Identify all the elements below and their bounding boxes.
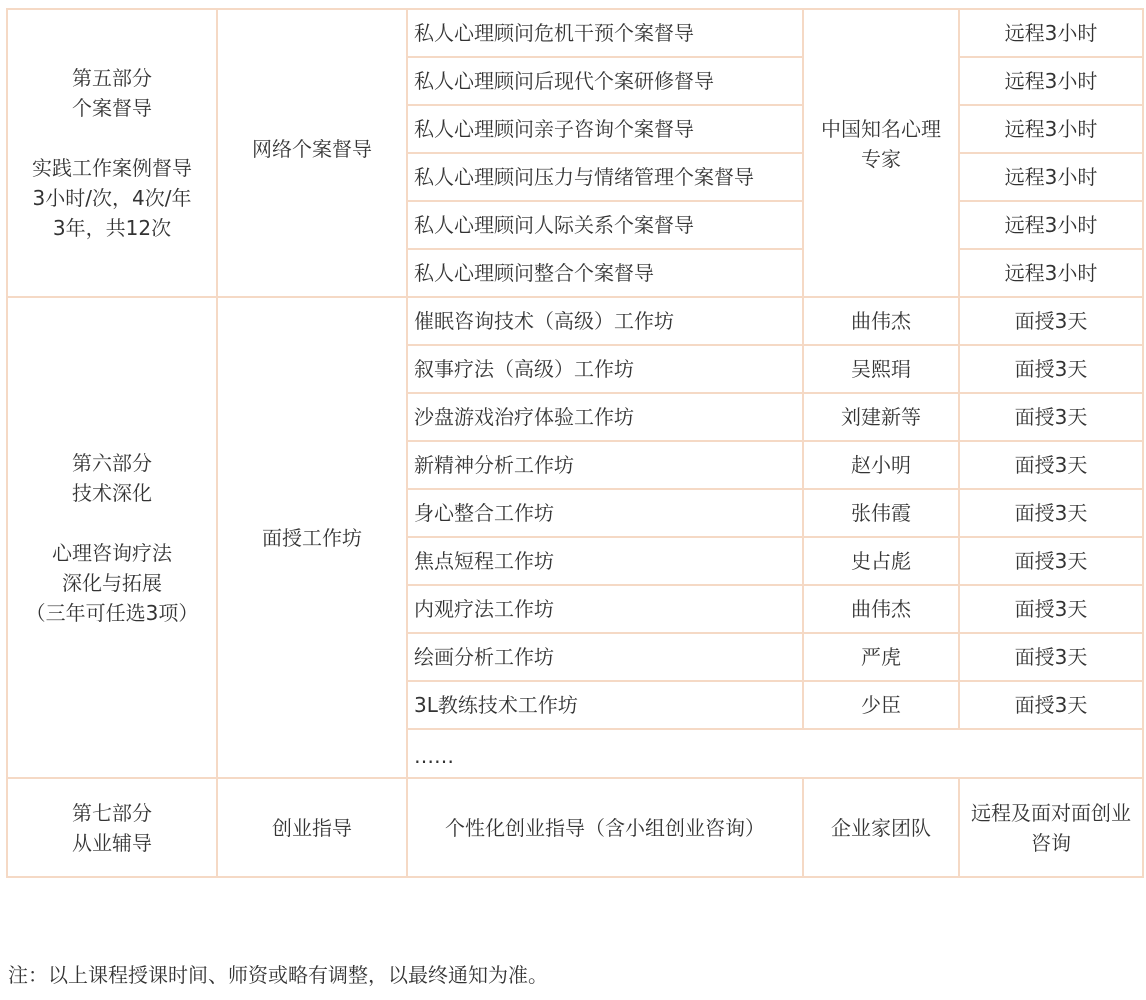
footnote: 注：以上课程授课时间、师资或略有调整，以最终通知为准。 xyxy=(8,963,548,987)
course-format: 远程3小时 xyxy=(959,57,1143,105)
course-teacher: 赵小明 xyxy=(803,441,959,489)
course-format: 远程3小时 xyxy=(959,9,1143,57)
course-teacher: 张伟霞 xyxy=(803,489,959,537)
course-name: 私人心理顾问后现代个案研修督导 xyxy=(407,57,803,105)
teacher-cell xyxy=(803,9,959,297)
course-format: 远程3小时 xyxy=(959,249,1143,297)
course-name: 3L教练技术工作坊 xyxy=(407,681,803,729)
course-format: 面授3天 xyxy=(959,393,1143,441)
teacher-line: 专家 xyxy=(861,147,901,171)
part-desc-line: 实践工作案例督导 xyxy=(32,156,192,180)
part-title: 第六部分 xyxy=(72,450,152,475)
course-format: 面授3天 xyxy=(959,633,1143,681)
category-label: 网络个案督导 xyxy=(252,137,372,161)
course-format: 面授3天 xyxy=(959,681,1143,729)
course-format: 远程3小时 xyxy=(959,153,1143,201)
part-six-cell xyxy=(7,297,217,778)
course-name: 私人心理顾问亲子咨询个案督导 xyxy=(407,105,803,153)
part-desc-line: 3小时/次，4次/年 xyxy=(32,186,192,210)
format-line: 咨询 xyxy=(1031,830,1071,855)
course-format: 面授3天 xyxy=(959,537,1143,585)
part-seven-cell xyxy=(7,778,217,877)
course-name: 私人心理顾问人际关系个案督导 xyxy=(407,201,803,249)
course-format: 面授3天 xyxy=(959,441,1143,489)
course-name: 身心整合工作坊 xyxy=(407,489,803,537)
part-five-cell xyxy=(7,9,217,297)
category-cell: 创业指导 xyxy=(217,778,407,877)
course-teacher: 严虎 xyxy=(803,633,959,681)
course-name: 私人心理顾问整合个案督导 xyxy=(407,249,803,297)
course-format: 面授3天 xyxy=(959,585,1143,633)
course-teacher: 企业家团队 xyxy=(803,778,959,877)
course-format: 远程3小时 xyxy=(959,105,1143,153)
course-name: 叙事疗法（高级）工作坊 xyxy=(407,345,803,393)
more-courses-ellipsis: …… xyxy=(407,729,1143,778)
course-teacher: 曲伟杰 xyxy=(803,585,959,633)
category-label: 面授工作坊 xyxy=(262,525,362,550)
course-teacher: 吴熙琄 xyxy=(803,345,959,393)
course-name: 绘画分析工作坊 xyxy=(407,633,803,681)
course-name: 沙盘游戏治疗体验工作坊 xyxy=(407,393,803,441)
course-teacher: 少臣 xyxy=(803,681,959,729)
part-subtitle: 个案督导 xyxy=(72,96,152,120)
course-format: 面授3天 xyxy=(959,489,1143,537)
curriculum-table xyxy=(6,8,1144,878)
course-format: 面授3天 xyxy=(959,297,1143,345)
table-row xyxy=(7,297,1143,345)
part-desc-line: 心理咨询疗法 xyxy=(52,540,172,565)
course-teacher: 刘建新等 xyxy=(803,393,959,441)
course-name: 个性化创业指导（含小组创业咨询） xyxy=(407,778,803,877)
course-teacher: 史占彪 xyxy=(803,537,959,585)
course-name: 新精神分析工作坊 xyxy=(407,441,803,489)
part-title: 第五部分 xyxy=(72,66,152,90)
part-desc-line: （三年可任选3项） xyxy=(25,600,199,625)
course-name: 私人心理顾问压力与情绪管理个案督导 xyxy=(407,153,803,201)
part-desc-line: 3年，共12次 xyxy=(52,216,172,240)
part-desc-line: 深化与拓展 xyxy=(62,570,162,595)
course-format: 面授3天 xyxy=(959,345,1143,393)
table-row xyxy=(7,9,1143,57)
part-title: 第七部分 xyxy=(72,800,152,825)
course-name: 内观疗法工作坊 xyxy=(407,585,803,633)
category-cell xyxy=(217,9,407,297)
format-line: 远程及面对面创业 xyxy=(971,800,1131,825)
part-subtitle: 从业辅导 xyxy=(72,830,152,855)
course-format xyxy=(959,778,1143,877)
teacher-line: 中国知名心理 xyxy=(821,117,941,141)
table-row xyxy=(7,778,1143,877)
category-cell xyxy=(217,297,407,778)
course-name: 催眠咨询技术（高级）工作坊 xyxy=(407,297,803,345)
course-format: 远程3小时 xyxy=(959,201,1143,249)
course-name: 焦点短程工作坊 xyxy=(407,537,803,585)
course-name: 私人心理顾问危机干预个案督导 xyxy=(407,9,803,57)
course-teacher: 曲伟杰 xyxy=(803,297,959,345)
part-subtitle: 技术深化 xyxy=(72,480,152,505)
